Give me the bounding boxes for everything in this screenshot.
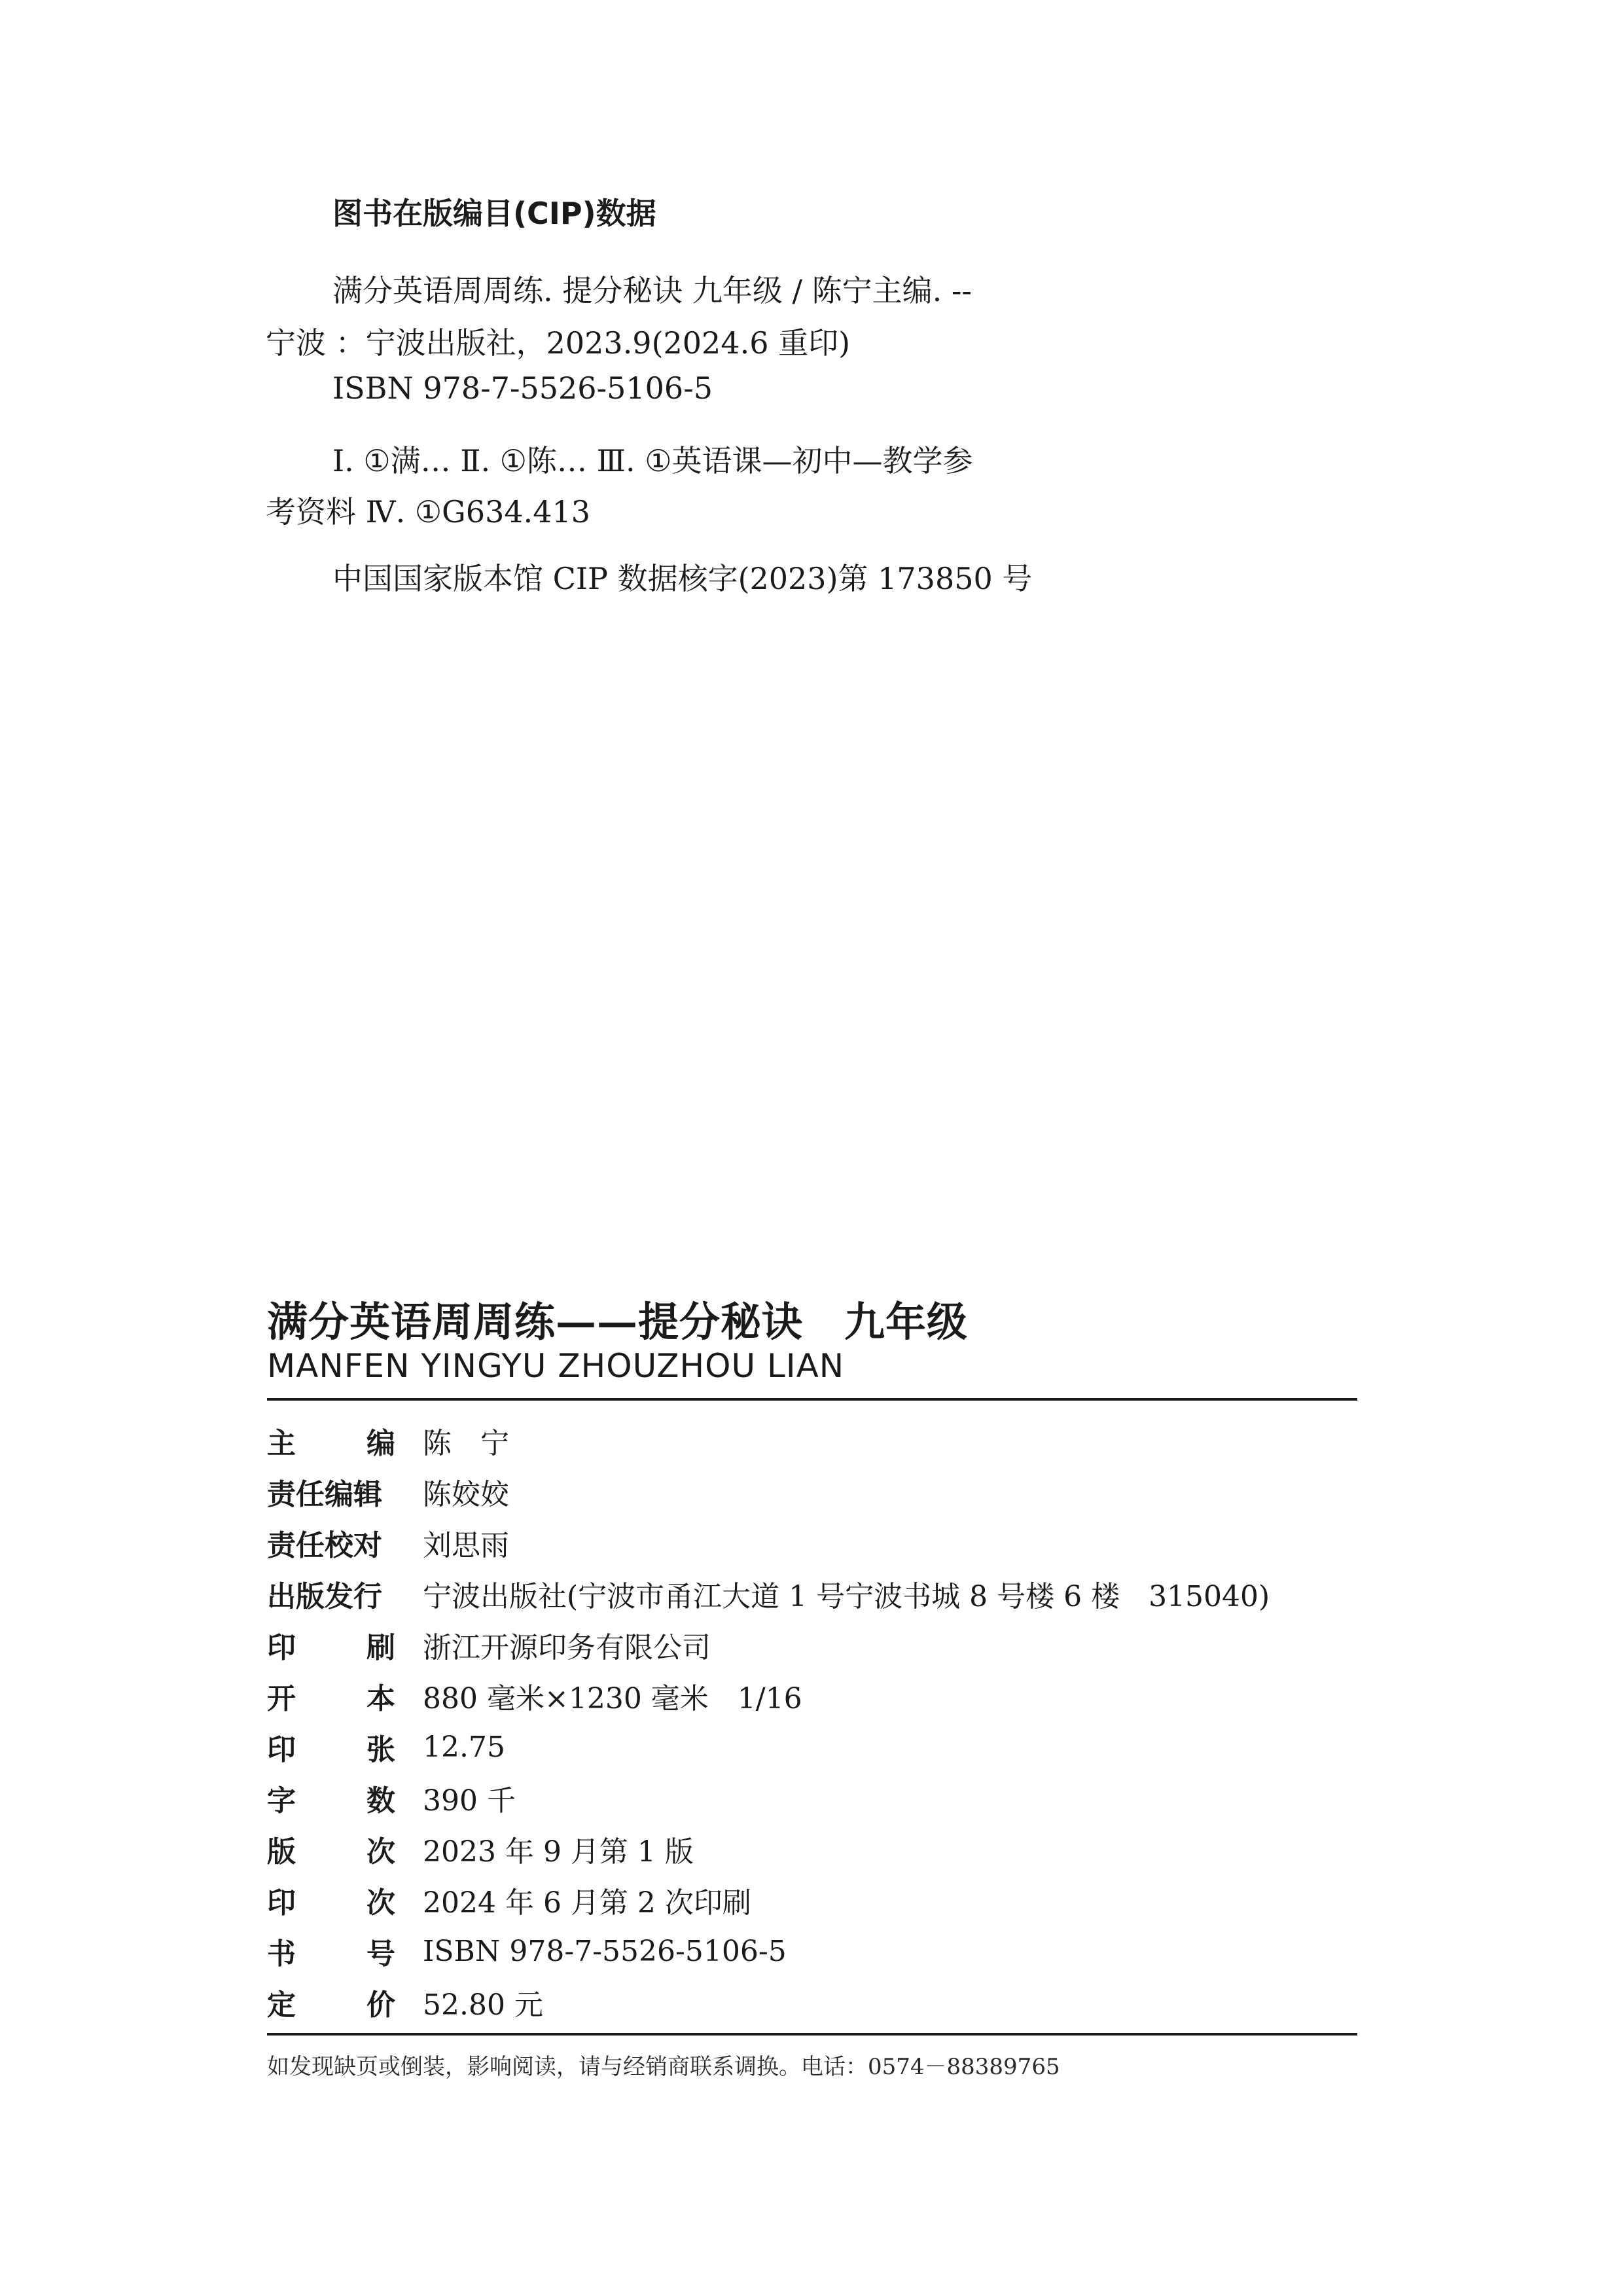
row-label	[267, 1675, 395, 1717]
cip-heading: 图书在版编目(CIP)数据	[332, 196, 656, 231]
colophon-row-printing	[267, 1874, 1357, 1926]
row-label	[267, 1471, 395, 1513]
row-value: 390 千	[423, 1784, 516, 1818]
cip-record-number-line: 中国国家版本馆 CIP 数据核字(2023)第 173850 号	[332, 561, 1033, 596]
row-label-char: 数	[366, 1784, 395, 1818]
row-label	[267, 1726, 395, 1768]
row-label	[267, 1930, 395, 1972]
row-label-char: 次	[366, 1886, 395, 1920]
colophon-table	[267, 1415, 1357, 2028]
row-value: 2024 年 6 月第 2 次印刷	[423, 1886, 751, 1920]
row-value: 2023 年 9 月第 1 版	[423, 1835, 694, 1869]
row-value: 880 毫米×1230 毫米 1/16	[423, 1682, 802, 1715]
row-label-text: 出版发行	[267, 1580, 382, 1613]
row-label-char: 开	[267, 1682, 296, 1715]
row-label-char: 刷	[366, 1631, 395, 1664]
row-label	[267, 1624, 395, 1666]
row-value: 陈姣姣	[423, 1478, 509, 1511]
colophon-row-proofreader	[267, 1517, 1357, 1568]
cip-publisher-line: 宁波 ：宁波出版社，2023.9(2024.6 重印)	[266, 325, 851, 361]
cip-classification-line-cont: 考资料 Ⅳ. ①G634.413	[266, 494, 591, 529]
row-label-text: 责任编辑	[267, 1478, 382, 1511]
row-value: 12.75	[423, 1730, 505, 1764]
row-label	[267, 1981, 395, 2023]
colophon-row-editor	[267, 1415, 1357, 1466]
row-value: 刘思雨	[423, 1529, 509, 1562]
colophon-top-rule	[267, 1398, 1357, 1401]
row-label	[267, 1420, 395, 1462]
row-value: 宁波出版社(宁波市甬江大道 1 号宁波书城 8 号楼 6 楼 315040)	[423, 1580, 1270, 1613]
row-label-char: 定	[267, 1988, 296, 2022]
colophon-row-format	[267, 1670, 1357, 1721]
row-label-char: 书	[267, 1937, 296, 1971]
row-value: 52.80 元	[423, 1988, 543, 2022]
row-label	[267, 1828, 395, 1870]
cip-isbn-line: ISBN 978-7-5526-5106-5	[332, 370, 713, 406]
colophon-row-sheets	[267, 1721, 1357, 1772]
colophon-bottom-rule	[267, 2033, 1357, 2036]
row-label-char: 张	[366, 1733, 395, 1767]
colophon-row-printer	[267, 1619, 1357, 1670]
row-label	[267, 1879, 395, 1921]
book-title-pinyin: MANFEN YINGYU ZHOUZHOU LIAN	[267, 1347, 845, 1385]
row-label-text: 责任校对	[267, 1529, 382, 1562]
row-label-char: 字	[267, 1784, 296, 1818]
row-label-char: 号	[366, 1937, 395, 1971]
colophon-row-responsible-editor	[267, 1466, 1357, 1517]
row-label-char: 版	[267, 1835, 296, 1869]
row-label	[267, 1573, 395, 1615]
cip-title-line: 满分英语周周练. 提分秘诀 九年级 / 陈宁主编. --	[332, 273, 972, 308]
footer-notice: 如发现缺页或倒装，影响阅读，请与经销商联系调换。电话：0574－88389765	[267, 2054, 1060, 2080]
row-label-char: 次	[366, 1835, 395, 1869]
row-label-char: 印	[267, 1886, 296, 1920]
row-value: ISBN 978-7-5526-5106-5	[423, 1934, 787, 1968]
row-label-char: 主	[267, 1427, 296, 1460]
row-value: 陈 宁	[423, 1427, 509, 1460]
book-title: 满分英语周周练——提分秘诀 九年级	[267, 1298, 969, 1346]
row-label	[267, 1522, 395, 1564]
row-label-char: 本	[366, 1682, 395, 1715]
row-label	[267, 1777, 395, 1819]
colophon-row-publisher	[267, 1568, 1357, 1619]
colophon-row-edition	[267, 1823, 1357, 1874]
colophon-row-price	[267, 1977, 1357, 2028]
row-label-char: 价	[366, 1988, 395, 2022]
cip-classification-line: Ⅰ. ①满… Ⅱ. ①陈… Ⅲ. ①英语课—初中—教学参	[332, 443, 973, 478]
colophon-row-word-count	[267, 1772, 1357, 1823]
colophon-row-isbn	[267, 1926, 1357, 1977]
row-label-char: 印	[267, 1733, 296, 1767]
row-label-char: 编	[366, 1427, 395, 1460]
row-label-char: 印	[267, 1631, 296, 1664]
row-value: 浙江开源印务有限公司	[423, 1631, 711, 1664]
